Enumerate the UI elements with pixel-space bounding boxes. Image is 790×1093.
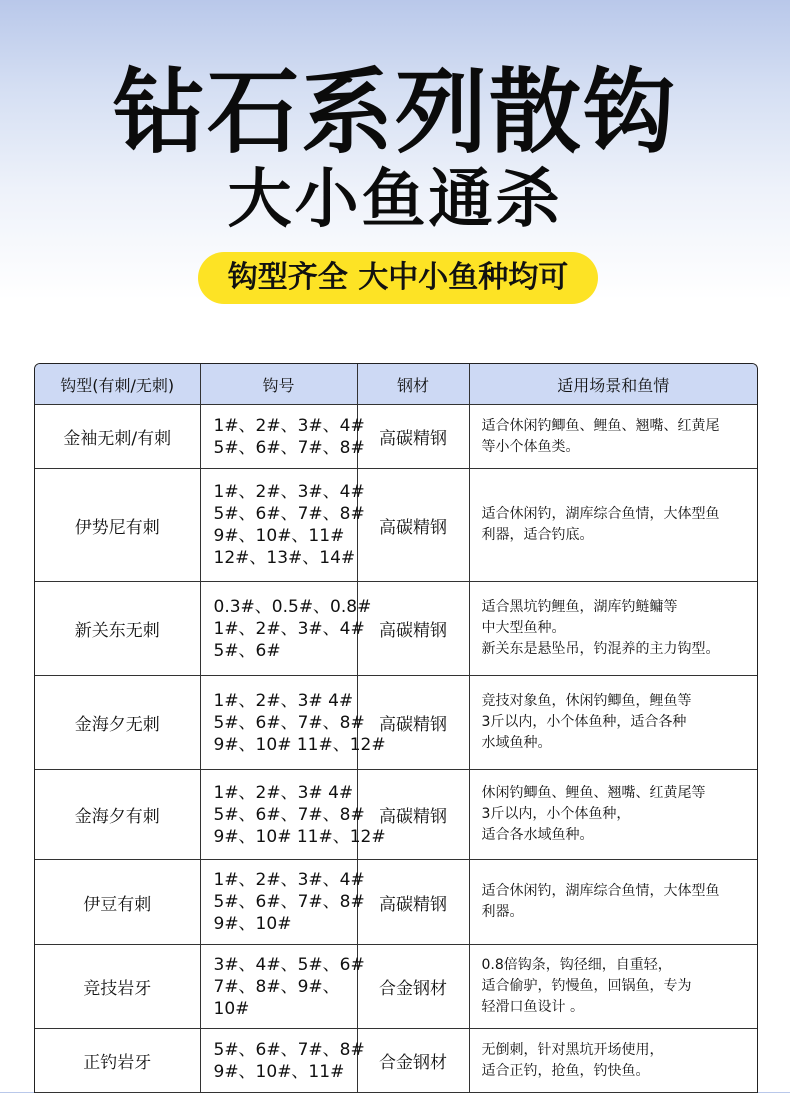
hook-size-line: 9#、10# 11#、12# bbox=[213, 734, 386, 755]
hook-size-line: 1#、2#、3#、4# bbox=[213, 870, 365, 890]
steel-material: 高碳精钢 bbox=[357, 770, 469, 860]
usage-description bbox=[469, 676, 757, 770]
hook-sizes bbox=[200, 945, 365, 1029]
hook-sizes bbox=[200, 1029, 365, 1093]
hook-size-line: 5#、6#、7#、8# bbox=[213, 712, 365, 733]
hook-sizes bbox=[200, 469, 365, 582]
hook-size-line: 5#、6# bbox=[213, 640, 281, 661]
usage-line: 利器，适合钓底。 bbox=[481, 527, 594, 543]
usage-line: 竞技对象鱼，休闲钓鲫鱼，鲤鱼等 bbox=[481, 693, 692, 709]
hook-size-line: 9#、10# bbox=[213, 914, 292, 934]
usage-line: 适合黑坑钓鲤鱼，湖库钓鲢鳙等 bbox=[481, 599, 678, 615]
steel-material: 高碳精钢 bbox=[357, 582, 469, 676]
hook-type: 伊豆有刺 bbox=[35, 860, 200, 945]
usage-description bbox=[469, 469, 757, 582]
usage-line: 适合偷驴，钓慢鱼，回锅鱼，专为 bbox=[481, 978, 692, 994]
usage-description bbox=[469, 405, 757, 469]
usage-description bbox=[469, 1029, 757, 1093]
usage-line: 休闲钓鲫鱼、鲤鱼、翘嘴、红黄尾等 bbox=[481, 785, 706, 801]
usage-line: 利器。 bbox=[481, 904, 524, 920]
usage-line: 适合休闲钓鲫鱼、鲤鱼、翘嘴、红黄尾 bbox=[481, 417, 720, 434]
hook-size-line: 9#、10#、11# bbox=[213, 526, 345, 546]
usage-line: 无倒刺，针对黑坑开场使用， bbox=[481, 1041, 664, 1058]
usage-line: 适合休闲钓，湖库综合鱼情，大体型鱼 bbox=[481, 883, 720, 899]
hook-sizes bbox=[200, 770, 386, 860]
table-row bbox=[35, 405, 757, 469]
hero-banner bbox=[0, 0, 790, 340]
hook-type: 金海夕有刺 bbox=[35, 770, 200, 860]
table-header-row bbox=[35, 364, 757, 405]
spec-table bbox=[34, 363, 758, 1093]
hook-size-line: 10# bbox=[213, 998, 250, 1019]
hook-size-line: 7#、8#、9#、 bbox=[213, 976, 340, 997]
hook-size-line: 1#、2#、3# 4# bbox=[213, 690, 354, 711]
hook-size-line: 1#、2#、3#、4# bbox=[213, 415, 365, 436]
hook-size-line: 9#、10#、11# bbox=[213, 1061, 345, 1082]
usage-line: 中大型鱼种。 bbox=[481, 620, 566, 636]
usage-line: 适合休闲钓，湖库综合鱼情，大体型鱼 bbox=[481, 506, 720, 522]
table-row bbox=[35, 860, 757, 945]
usage-line: 等小个体鱼类。 bbox=[481, 438, 580, 455]
usage-line: 适合正钓，抢鱼，钓快鱼。 bbox=[481, 1062, 650, 1079]
table-row bbox=[35, 676, 757, 770]
steel-material: 高碳精钢 bbox=[357, 676, 469, 770]
hook-size-line: 3#、4#、5#、6# bbox=[213, 954, 365, 975]
steel-material: 合金钢材 bbox=[357, 1029, 469, 1093]
steel-material: 高碳精钢 bbox=[357, 860, 469, 945]
tagline-badge: 钩型齐全 大中小鱼种均可 bbox=[198, 252, 598, 304]
column-header-usage: 适用场景和鱼情 bbox=[469, 364, 757, 405]
usage-line: 轻滑口鱼设计 。 bbox=[481, 999, 584, 1015]
steel-material: 高碳精钢 bbox=[357, 469, 469, 582]
hook-size-line: 0.3#、0.5#、0.8# bbox=[213, 596, 372, 617]
hook-size-line: 5#、6#、7#、8# bbox=[213, 1039, 365, 1060]
table-row bbox=[35, 469, 757, 582]
hook-type: 新关东无刺 bbox=[35, 582, 200, 676]
usage-description bbox=[469, 770, 757, 860]
usage-description bbox=[469, 945, 757, 1029]
column-header-type: 钩型(有刺/无刺) bbox=[35, 364, 200, 405]
hook-size-line: 1#、2#、3# 4# bbox=[213, 782, 354, 803]
hook-sizes bbox=[200, 582, 372, 676]
hook-type: 竞技岩牙 bbox=[35, 945, 200, 1029]
table-row bbox=[35, 1029, 757, 1093]
column-header-number: 钩号 bbox=[200, 364, 357, 405]
usage-description bbox=[469, 582, 757, 676]
hook-sizes bbox=[200, 405, 365, 469]
usage-line: 适合各水域鱼种。 bbox=[481, 827, 594, 843]
usage-line: 新关东是悬坠吊，钓混养的主力钩型。 bbox=[481, 641, 720, 657]
hook-sizes bbox=[200, 676, 386, 770]
hook-size-line: 5#、6#、7#、8# bbox=[213, 804, 365, 825]
page-subtitle: 大小鱼通杀 bbox=[227, 163, 563, 237]
hook-size-line: 5#、6#、7#、8# bbox=[213, 437, 365, 458]
usage-line: 3斤以内，小个体鱼种，适合各种 bbox=[481, 714, 687, 730]
usage-line: 水域鱼种。 bbox=[481, 735, 552, 751]
hook-type: 正钓岩牙 bbox=[35, 1029, 200, 1093]
steel-material: 高碳精钢 bbox=[357, 405, 469, 469]
usage-line: 3斤以内，小个体鱼种， bbox=[481, 806, 631, 822]
hook-size-line: 12#、13#、14# bbox=[213, 548, 356, 568]
hook-type: 金海夕无刺 bbox=[35, 676, 200, 770]
usage-description bbox=[469, 860, 757, 945]
table-row bbox=[35, 582, 757, 676]
hook-type: 伊势尼有刺 bbox=[35, 469, 200, 582]
hook-size-line: 5#、6#、7#、8# bbox=[213, 892, 365, 912]
table-row bbox=[35, 770, 757, 860]
hook-size-line: 5#、6#、7#、8# bbox=[213, 504, 365, 524]
hook-size-line: 1#、2#、3#、4# bbox=[213, 618, 365, 639]
hook-size-line: 1#、2#、3#、4# bbox=[213, 482, 365, 502]
steel-material: 合金钢材 bbox=[357, 945, 469, 1029]
usage-line: 0.8倍钩条，钩径细，自重轻， bbox=[481, 957, 672, 973]
column-header-steel: 钢材 bbox=[357, 364, 469, 405]
table-row bbox=[35, 945, 757, 1029]
hook-size-line: 9#、10# 11#、12# bbox=[213, 826, 386, 847]
hook-sizes bbox=[200, 860, 365, 945]
page-title: 钻石系列散钩 bbox=[112, 59, 677, 166]
hook-type: 金袖无刺/有刺 bbox=[35, 405, 200, 469]
